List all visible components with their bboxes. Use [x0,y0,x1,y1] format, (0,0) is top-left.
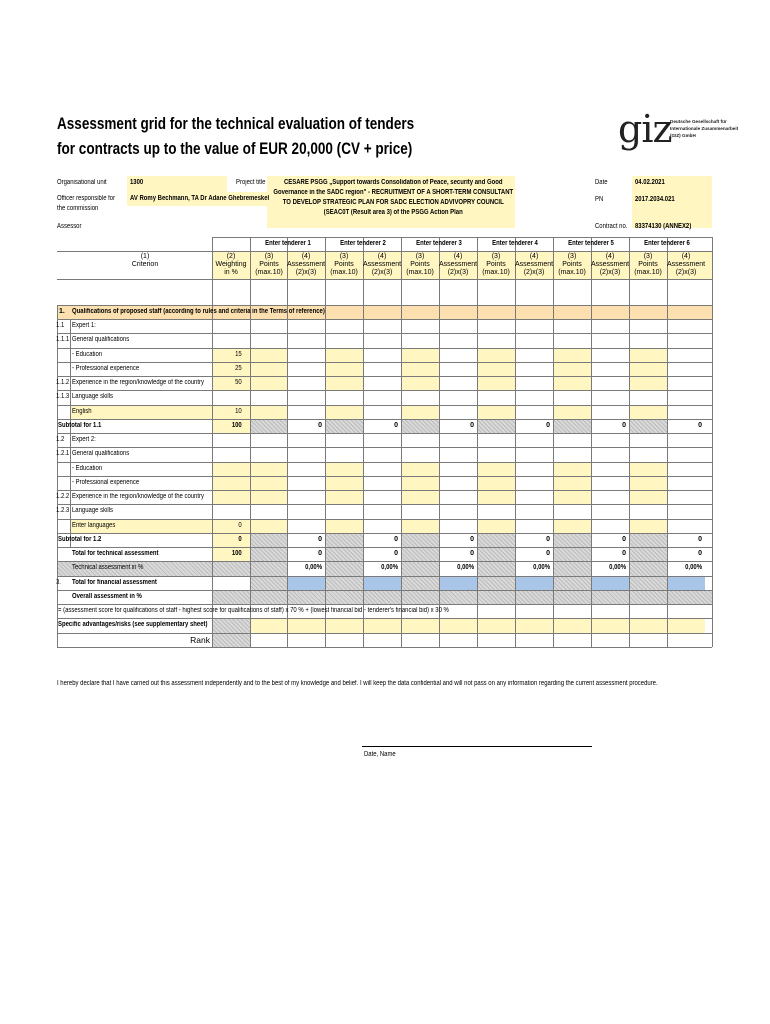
grid-col-line [287,237,288,647]
row-label: Expert 1: [72,322,96,329]
grid-col-line [401,237,402,647]
financial-input-cell[interactable] [667,576,705,590]
date-label: Date [595,179,608,186]
points-input-cell[interactable] [325,476,363,490]
assessment-value: 0 [698,535,702,543]
tenderer-name: Enter tenderer 2 [340,240,386,247]
points-input-cell[interactable] [553,348,591,362]
weighting-header: Weighting [215,261,247,268]
project-title-line: CESARE PSGG „Support towards Consolidation of Peace, security and Good [283,179,503,186]
technical-percent-value: 0,00% [685,564,702,572]
points-header: Points [410,261,430,268]
points-input-cell[interactable] [629,476,667,490]
points-input-cell[interactable] [553,362,591,376]
hatched-cell [250,561,288,575]
points-input-cell[interactable] [250,405,288,419]
hatched-cell [325,419,363,433]
points-input-cell[interactable] [401,405,439,419]
row-label: General qualifications [72,450,130,458]
financial-input-cell[interactable] [363,576,401,590]
weighting-header: in % [224,269,238,276]
row-label: Expert 2: [72,436,96,443]
points-input-cell[interactable] [401,376,439,390]
grid-col-line [363,237,364,647]
points-input-cell[interactable] [401,519,439,533]
hatched-cell [477,547,515,561]
hatched-cell [250,533,288,547]
row-label: Enter languages [72,521,116,529]
hatched-cell [477,419,515,433]
hatched-cell [553,533,591,547]
grid-col-line [477,237,478,647]
hatched-cell [325,561,363,575]
points-header: (max.10) [558,269,586,276]
points-header: Points [638,261,658,268]
tenderer-name: Enter tenderer 5 [568,240,614,247]
document-title: Assessment grid for the technical evaluation of tenders for contracts up to the value of EUR 20,000 (CV + price) [57,115,415,158]
row-number: 1.2 [56,436,65,443]
assessment-value: 0 [394,535,398,543]
hatched-cell [250,547,288,561]
assessment-value: 0 [470,550,474,557]
row-label: Language skills [72,507,114,515]
points-input-cell[interactable] [401,348,439,362]
assessment-value: 0 [698,550,702,557]
section-number: 1. [59,308,65,315]
assessment-header: (2)x(3) [447,269,469,276]
points-input-cell[interactable] [401,462,439,476]
row-label: Total for technical assessment [72,550,159,557]
contract-label: Contract no. [595,223,628,230]
assessment-header: Assessment [515,261,554,268]
row-label: English [72,407,92,415]
hatched-cell [477,576,515,590]
points-header: (max.10) [255,269,283,276]
points-header: (max.10) [482,269,510,276]
criterion-header: Criterion [131,261,159,268]
points-input-cell[interactable] [477,362,515,376]
points-input-cell[interactable] [325,362,363,376]
points-input-cell[interactable] [325,490,363,504]
row-label: Subtotal for 1.2 [58,535,102,543]
weighting-value: 10 [235,407,242,415]
assessment-value: 0 [318,421,322,429]
project-title-line: (SEAC0T (Result area 3) of the PSGG Action Plan [323,209,463,216]
weighting-value: 100 [231,550,242,557]
grid-col-line [250,237,251,647]
project-title-label: Project title [236,179,266,186]
grid-col-line [212,237,213,647]
points-input-cell[interactable] [250,376,288,390]
hatched-cell [629,533,667,547]
financial-input-cell[interactable] [591,576,629,590]
weighting-cell[interactable] [212,476,250,490]
assessor-label: Assessor [57,223,82,230]
points-input-cell[interactable] [250,490,288,504]
assessment-header: Assessment [667,261,706,268]
points-header: (3) [567,253,577,260]
assessment-header: (4) [301,253,311,260]
financial-input-cell[interactable] [439,576,477,590]
points-input-cell[interactable] [477,462,515,476]
assessment-value: 0 [546,550,550,557]
weighting-value: 0 [238,535,242,543]
row-label: - Professional experience [72,364,140,372]
points-input-cell[interactable] [477,405,515,419]
points-input-cell[interactable] [250,362,288,376]
points-header: (max.10) [406,269,434,276]
points-input-cell[interactable] [629,348,667,362]
technical-percent-value: 0,00% [457,564,474,572]
points-input-cell[interactable] [629,405,667,419]
row-label: General qualifications [72,336,130,344]
weighting-cell[interactable] [212,462,250,476]
points-input-cell[interactable] [553,519,591,533]
hatched-cell [401,419,439,433]
assessment-header: Assessment [591,261,630,268]
hatched-cell [629,576,667,590]
assessment-value: 0 [622,535,626,543]
points-input-cell[interactable] [477,376,515,390]
hatched-cell [212,633,250,647]
weighting-value: 100 [231,421,242,429]
assessment-header: Assessment [287,261,326,268]
weighting-cell[interactable] [212,490,250,504]
points-input-cell[interactable] [629,376,667,390]
hatched-cell [553,561,591,575]
hatched-cell [401,561,439,575]
points-header: (max.10) [330,269,358,276]
points-header: (3) [339,253,349,260]
assessment-value: 0 [546,421,550,429]
financial-input-cell[interactable] [515,576,553,590]
assessment-value: 0 [470,421,474,429]
weighting-value: 15 [235,350,242,358]
points-input-cell[interactable] [250,348,288,362]
hatched-cell [401,547,439,561]
hatched-cell [553,419,591,433]
points-header: (3) [643,253,653,260]
tenderer-name: Enter tenderer 4 [492,240,538,247]
technical-percent-value: 0,00% [381,564,398,572]
points-input-cell[interactable] [629,362,667,376]
project-title-line: TO DEVELOP STRATEGIC PLAN FOR SADC ELECTION ADVIVOPRY COUNCIL [282,199,504,206]
assessment-header: (4) [605,253,615,260]
hatched-cell [325,576,363,590]
grid-col-line [629,237,630,647]
hatched-cell [250,576,288,590]
assessment-header: (2)x(3) [675,269,697,276]
points-input-cell[interactable] [250,476,288,490]
row-label: Experience in the region/knowledge of the country [72,379,204,386]
points-header: Points [562,261,582,268]
points-input-cell[interactable] [553,476,591,490]
hatched-cell [325,547,363,561]
points-header: (3) [491,253,501,260]
hatched-cell [553,576,591,590]
specific-advantages-cell[interactable] [250,618,326,632]
section-title: Qualifications of proposed staff (according to rules and criteria in the Terms of reference) [72,308,325,315]
points-input-cell[interactable] [553,405,591,419]
logo-text: Deutsche Gesellschaft für Internationale Zusammenarbeit (GIZ) GmbH [670,119,739,138]
points-header: Points [334,261,354,268]
org-unit-label: Organisational unit [57,179,107,186]
points-input-cell[interactable] [477,348,515,362]
technical-percent-value: 0,00% [609,564,626,572]
assessment-header: (4) [453,253,463,260]
row-number: 1.1.2 [56,379,70,386]
points-header: (max.10) [634,269,662,276]
row-number: 1.1.3 [56,393,70,401]
giz-logo [618,107,739,151]
hatched-cell [212,618,250,632]
points-input-cell[interactable] [401,476,439,490]
points-input-cell[interactable] [553,376,591,390]
points-header: Points [486,261,506,268]
row-number: 3. [56,578,61,586]
assessment-value: 0 [470,535,474,543]
hatched-cell [477,533,515,547]
hatched-cell [401,533,439,547]
weighting-value: 50 [235,379,242,386]
row-label: Total for financial assessment [72,578,157,586]
row-number: 1.2.2 [56,493,70,500]
assessment-header: (4) [377,253,387,260]
points-input-cell[interactable] [325,462,363,476]
specific-advantages-label: Specific advantages/risks (see supplementary sheet) [58,621,208,629]
points-header: (3) [264,253,274,260]
assessment-value: 0 [698,421,702,429]
assessment-value: 0 [622,421,626,429]
signature-line[interactable] [362,746,592,747]
points-input-cell[interactable] [401,362,439,376]
points-input-cell[interactable] [629,462,667,476]
row-label: - Education [72,464,103,472]
formula-note: = (assessment score for qualifications of staff - highest score for qualifications of staff) x 70 % + (lowest financial bid - tenderer's financial bid) x 30 % [58,607,449,614]
assessment-header: (4) [529,253,539,260]
points-input-cell[interactable] [250,519,288,533]
points-input-cell[interactable] [250,462,288,476]
assessment-header: (4) [681,253,691,260]
technical-percent-value: 0,00% [533,564,550,572]
row-label: Experience in the region/knowledge of the country [72,493,204,500]
row-label: Subtotal for 1.1 [58,421,102,429]
assessment-value: 0 [318,535,322,543]
assessment-value: 0 [622,550,626,557]
date-value: 04.02.2021 [635,179,665,186]
row-label: - Professional experience [72,478,140,486]
hatched-cell [325,533,363,547]
points-input-cell[interactable] [325,405,363,419]
hatched-cell [401,576,439,590]
row-label: Technical assessment in % [72,564,144,572]
logo-mark: giz [618,107,672,151]
points-input-cell[interactable] [325,519,363,533]
assessment-header: (2)x(3) [295,269,317,276]
declaration-text: I hereby declare that I have carried out this assessment independently and to the best of my knowledge and belief. I will keep the data confidential and will not pass on any information regarding the current assessment procedure. [57,680,658,687]
row-number: 1.2.1 [56,450,70,458]
points-input-cell[interactable] [401,490,439,504]
assessment-header: (2)x(3) [599,269,621,276]
assessment-header: (2)x(3) [523,269,545,276]
weighting-value: 25 [235,364,242,372]
grid-col-line [439,237,440,647]
tenderer-name: Enter tenderer 3 [416,240,462,247]
grid-col-line [553,237,554,647]
grid-col-line [667,237,668,647]
officer-label: Officer responsible for the commission [57,195,116,212]
row-number: 1.1.1 [56,336,70,344]
hatched-cell [553,547,591,561]
pn-value: 2017.2034.021 [635,196,675,203]
points-input-cell[interactable] [477,490,515,504]
assessment-value: 0 [394,550,398,557]
grid-row-line [57,251,712,252]
row-label: - Education [72,350,103,358]
project-title-line: Governance in the SADC region" - RECRUITMENT OF A SHORT-TERM CONSULTANT [273,189,514,196]
financial-input-cell[interactable] [288,576,326,590]
points-header: (3) [415,253,425,260]
row-number: 1.2.3 [56,507,70,515]
assessment-header: Assessment [439,261,478,268]
row-label: Overall assessment in % [72,592,142,600]
tenderer-name: Enter tenderer 6 [644,240,690,247]
grid-col-line [515,237,516,647]
row-number: 1.1 [56,322,65,329]
criterion-header: (1) [140,253,150,260]
grid-col-line [712,237,713,647]
rank-label: Rank [190,634,210,645]
weighting-value: 0 [238,521,242,529]
technical-percent-value: 0,00% [305,564,322,572]
row-label: Language skills [72,393,114,401]
hatched-cell [629,419,667,433]
points-input-cell[interactable] [325,348,363,362]
officer-value: AV Romy Bechmann, TA Dr Adane Ghebremeskel [130,195,270,202]
hatched-cell [250,419,288,433]
points-input-cell[interactable] [553,462,591,476]
points-input-cell[interactable] [553,490,591,504]
points-input-cell[interactable] [629,519,667,533]
hatched-cell [629,547,667,561]
pn-label: PN [595,196,604,203]
grid-col-line [325,237,326,647]
org-unit-value: 1300 [130,179,144,186]
assessment-value: 0 [546,535,550,543]
grid-row-line [57,647,712,648]
assessment-header: (2)x(3) [371,269,393,276]
signature-label: Date, Name [364,751,396,758]
hatched-cell [477,561,515,575]
assessment-header: Assessment [363,261,402,268]
assessment-value: 0 [318,550,322,557]
points-header: Points [259,261,279,268]
assessment-value: 0 [394,421,398,429]
tenderer-name: Enter tenderer 1 [265,240,311,247]
contract-value: 83374130 (ANNEX2) [635,223,692,230]
grid-row-line [57,279,712,280]
points-input-cell[interactable] [325,376,363,390]
points-input-cell[interactable] [629,490,667,504]
grid-col-line [591,237,592,647]
points-input-cell[interactable] [477,519,515,533]
weighting-header: (2) [226,253,236,260]
points-input-cell[interactable] [477,476,515,490]
hatched-cell [629,561,667,575]
